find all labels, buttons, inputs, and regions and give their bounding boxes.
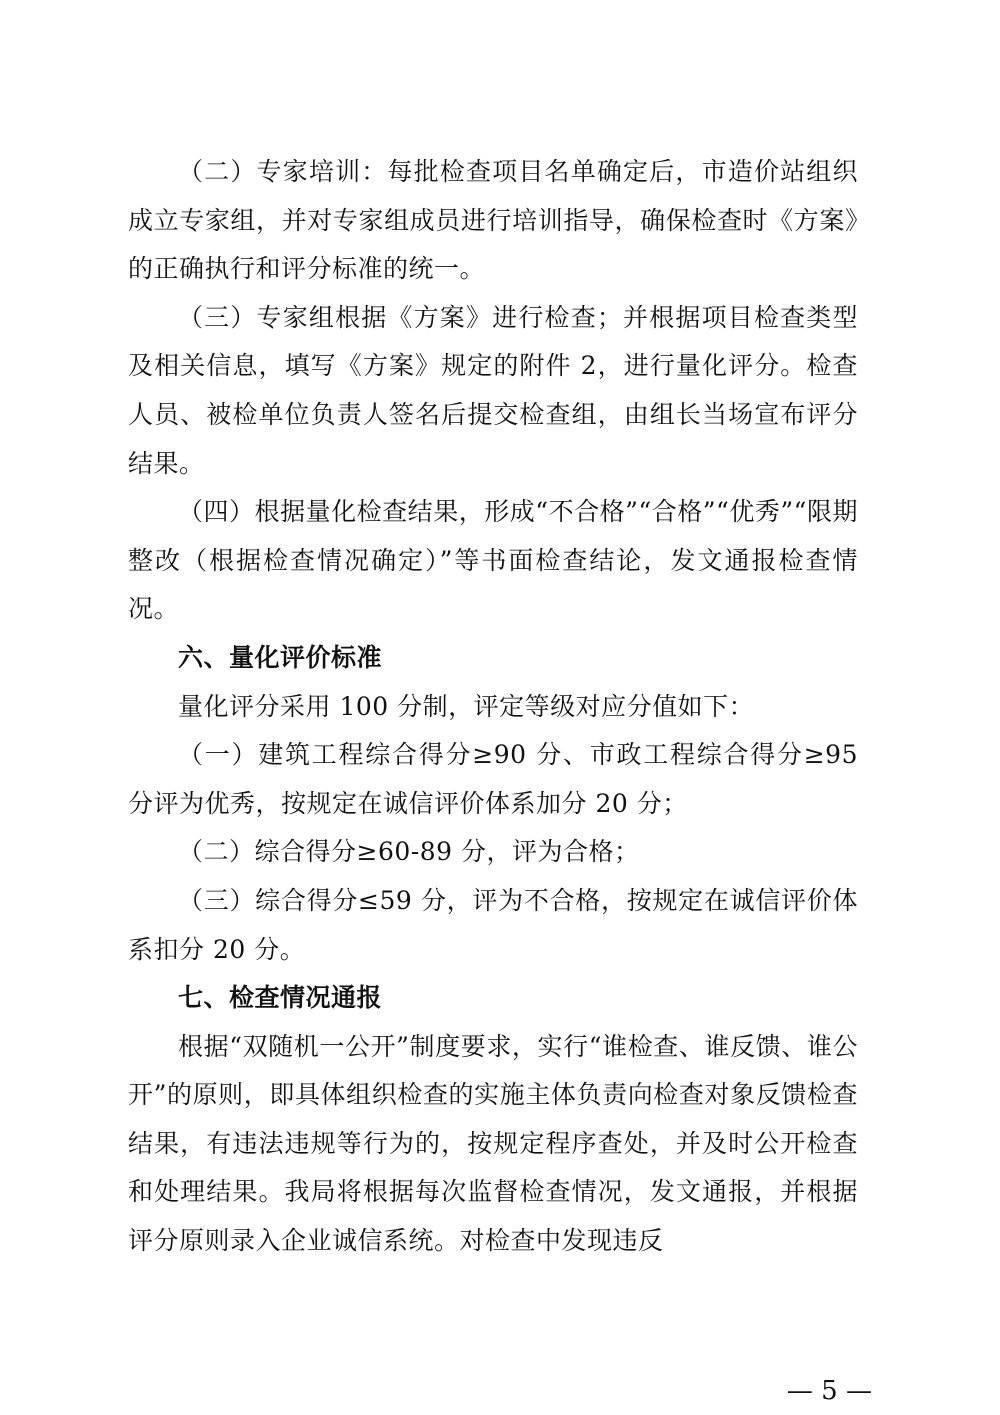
paragraph: （一）建筑工程综合得分≥90 分、市政工程综合得分≥95 分评为优秀，按规定在诚信评价体系加分 20 分； (128, 740, 858, 818)
body-text (128, 148, 858, 1266)
paragraph: （二）综合得分≥60-89 分，评为合格； (178, 837, 640, 867)
paragraph: （二）专家培训：每批检查项目名单确定后，市造价站组织成立专家组，并对专家组成员进行培训指导，确保检查时《方案》的正确执行和评分标准的统一。 (128, 157, 858, 284)
section-heading: 七、检查情况通报 (178, 983, 383, 1013)
paragraph: 量化评分采用 100 分制，评定等级对应分值如下： (178, 691, 755, 721)
paragraph: 根据“双随机一公开”制度要求，实行“谁检查、谁反馈、谁公开”的原则，即具体组织检查的实施主体负责向检查对象反馈检查结果，有违法违规等行为的，按规定程序查处，并及时公开检查和处理结果。我局将根据每次监督检查情况，发文通报，并根据评分原则录入企业诚信系统。对检查中发现违反 (128, 1031, 858, 1256)
paragraph: （三）综合得分≤59 分，评为不合格，按规定在诚信评价体系扣分 20 分。 (128, 885, 858, 964)
paragraph: （四）根据量化检查结果，形成“不合格”“合格”“优秀”“限期整改（根据检查情况确定）”等书面检查结论，发文通报检查情况。 (128, 497, 858, 624)
section-heading: 六、量化评价标准 (178, 642, 383, 672)
page-number: — 5 — (786, 1376, 872, 1406)
paragraph: （三）专家组根据《方案》进行检查；并根据项目检查类型及相关信息，填写《方案》规定的附件 2，进行量化评分。检查人员、被检单位负责人签名后提交检查组，由组长当场宣布评分结果。 (128, 302, 858, 478)
